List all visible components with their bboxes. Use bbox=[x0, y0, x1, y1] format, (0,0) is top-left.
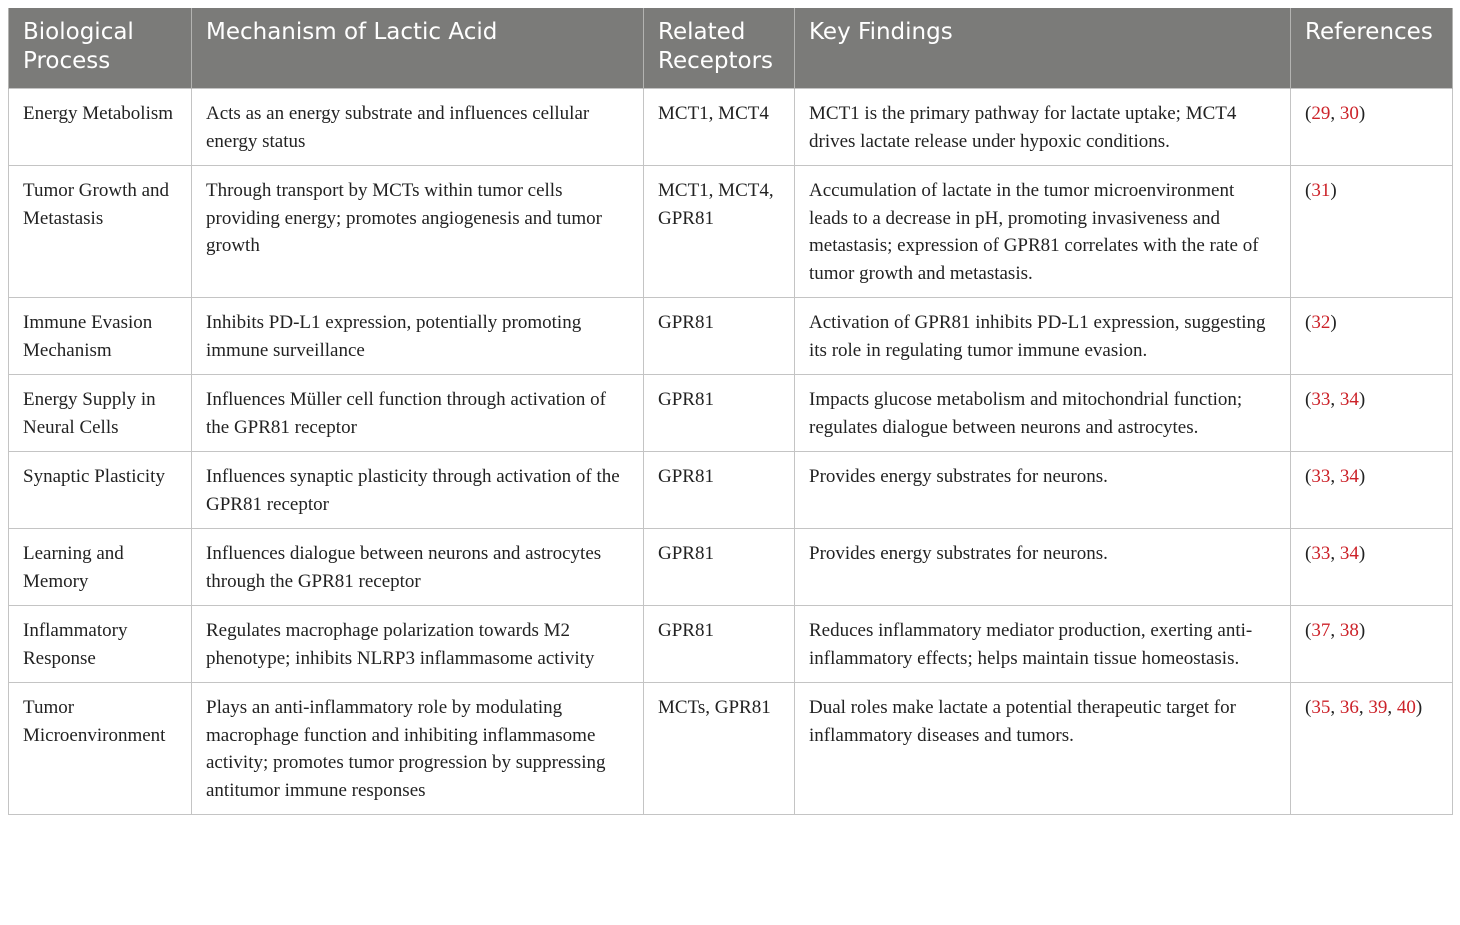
reference-link[interactable]: 29 bbox=[1311, 103, 1331, 124]
cell-references bbox=[1291, 166, 1453, 298]
table-row bbox=[9, 606, 1453, 683]
reference-link[interactable]: 33 bbox=[1311, 543, 1331, 564]
reference-link[interactable]: 38 bbox=[1339, 620, 1359, 641]
reference-link[interactable]: 34 bbox=[1339, 466, 1359, 487]
reference-link[interactable]: 33 bbox=[1311, 466, 1331, 487]
reference-list: (33, 34) bbox=[1305, 466, 1366, 487]
cell-biological-process: Learning and Memory bbox=[9, 529, 192, 606]
reference-list: (29, 30) bbox=[1305, 103, 1366, 124]
cell-key-findings: Reduces inflammatory mediator production, exerting anti-inflammatory effects; helps maintain tissue homeostasis. bbox=[795, 606, 1291, 683]
cell-related-receptors: GPR81 bbox=[644, 298, 795, 375]
cell-related-receptors: GPR81 bbox=[644, 375, 795, 452]
cell-mechanism: Through transport by MCTs within tumor cells providing energy; promotes angiogenesis and tumor growth bbox=[192, 166, 644, 298]
cell-related-receptors: GPR81 bbox=[644, 606, 795, 683]
table-row bbox=[9, 683, 1453, 815]
reference-list: (31) bbox=[1305, 180, 1337, 201]
table-row bbox=[9, 452, 1453, 529]
table-row bbox=[9, 529, 1453, 606]
cell-mechanism: Influences Müller cell function through activation of the GPR81 receptor bbox=[192, 375, 644, 452]
cell-key-findings: Dual roles make lactate a potential therapeutic target for inflammatory diseases and tumors. bbox=[795, 683, 1291, 815]
cell-key-findings: Provides energy substrates for neurons. bbox=[795, 529, 1291, 606]
cell-references bbox=[1291, 375, 1453, 452]
cell-mechanism: Regulates macrophage polarization towards M2 phenotype; inhibits NLRP3 inflammasome activity bbox=[192, 606, 644, 683]
reference-link[interactable]: 36 bbox=[1339, 697, 1359, 718]
reference-list: (37, 38) bbox=[1305, 620, 1366, 641]
cell-related-receptors: GPR81 bbox=[644, 452, 795, 529]
cell-mechanism: Plays an anti-inflammatory role by modulating macrophage function and inhibiting inflammasome activity; promotes tumor progression by suppressing antitumor immune responses bbox=[192, 683, 644, 815]
reference-link[interactable]: 30 bbox=[1339, 103, 1359, 124]
cell-key-findings: MCT1 is the primary pathway for lactate uptake; MCT4 drives lactate release under hypoxic conditions. bbox=[795, 89, 1291, 166]
cell-key-findings: Impacts glucose metabolism and mitochondrial function; regulates dialogue between neurons and astrocytes. bbox=[795, 375, 1291, 452]
reference-link[interactable]: 31 bbox=[1311, 180, 1331, 201]
cell-references bbox=[1291, 529, 1453, 606]
header-key-findings: Key Findings bbox=[795, 8, 1291, 89]
cell-biological-process: Energy Metabolism bbox=[9, 89, 192, 166]
cell-biological-process: Energy Supply in Neural Cells bbox=[9, 375, 192, 452]
header-related-receptors: Related Receptors bbox=[644, 8, 795, 89]
cell-biological-process: Synaptic Plasticity bbox=[9, 452, 192, 529]
table-row bbox=[9, 89, 1453, 166]
header-references: References bbox=[1291, 8, 1453, 89]
cell-references bbox=[1291, 298, 1453, 375]
reference-link[interactable]: 40 bbox=[1396, 697, 1416, 718]
cell-biological-process: Tumor Growth and Metastasis bbox=[9, 166, 192, 298]
reference-link[interactable]: 35 bbox=[1311, 697, 1331, 718]
cell-references bbox=[1291, 89, 1453, 166]
cell-key-findings: Accumulation of lactate in the tumor microenvironment leads to a decrease in pH, promoting invasiveness and metastasis; expression of GPR81 correlates with the rate of tumor growth and metastasis. bbox=[795, 166, 1291, 298]
reference-list: (33, 34) bbox=[1305, 543, 1366, 564]
cell-mechanism: Influences synaptic plasticity through activation of the GPR81 receptor bbox=[192, 452, 644, 529]
reference-link[interactable]: 33 bbox=[1311, 389, 1331, 410]
cell-references bbox=[1291, 683, 1453, 815]
cell-biological-process: Inflammatory Response bbox=[9, 606, 192, 683]
cell-related-receptors: MCT1, MCT4, GPR81 bbox=[644, 166, 795, 298]
cell-mechanism: Inhibits PD-L1 expression, potentially promoting immune surveillance bbox=[192, 298, 644, 375]
table-row bbox=[9, 298, 1453, 375]
cell-related-receptors: MCTs, GPR81 bbox=[644, 683, 795, 815]
header-biological-process: Biological Process bbox=[9, 8, 192, 89]
reference-link[interactable]: 34 bbox=[1339, 543, 1359, 564]
cell-key-findings: Provides energy substrates for neurons. bbox=[795, 452, 1291, 529]
cell-biological-process: Tumor Microenvironment bbox=[9, 683, 192, 815]
reference-list: (33, 34) bbox=[1305, 389, 1366, 410]
reference-list: (32) bbox=[1305, 312, 1337, 333]
reference-link[interactable]: 39 bbox=[1368, 697, 1388, 718]
cell-related-receptors: GPR81 bbox=[644, 529, 795, 606]
cell-references bbox=[1291, 452, 1453, 529]
reference-link[interactable]: 37 bbox=[1311, 620, 1331, 641]
cell-related-receptors: MCT1, MCT4 bbox=[644, 89, 795, 166]
reference-list: (35, 36, 39, 40) bbox=[1305, 697, 1423, 718]
table-row bbox=[9, 166, 1453, 298]
cell-mechanism: Acts as an energy substrate and influences cellular energy status bbox=[192, 89, 644, 166]
reference-link[interactable]: 32 bbox=[1311, 312, 1331, 333]
header-mechanism: Mechanism of Lactic Acid bbox=[192, 8, 644, 89]
cell-references bbox=[1291, 606, 1453, 683]
cell-biological-process: Immune Evasion Mechanism bbox=[9, 298, 192, 375]
header-row bbox=[9, 8, 1453, 89]
table-body bbox=[9, 89, 1453, 815]
lactic-acid-table bbox=[8, 8, 1453, 815]
cell-mechanism: Influences dialogue between neurons and astrocytes through the GPR81 receptor bbox=[192, 529, 644, 606]
table-row bbox=[9, 375, 1453, 452]
reference-link[interactable]: 34 bbox=[1339, 389, 1359, 410]
cell-key-findings: Activation of GPR81 inhibits PD-L1 expression, suggesting its role in regulating tumor immune evasion. bbox=[795, 298, 1291, 375]
